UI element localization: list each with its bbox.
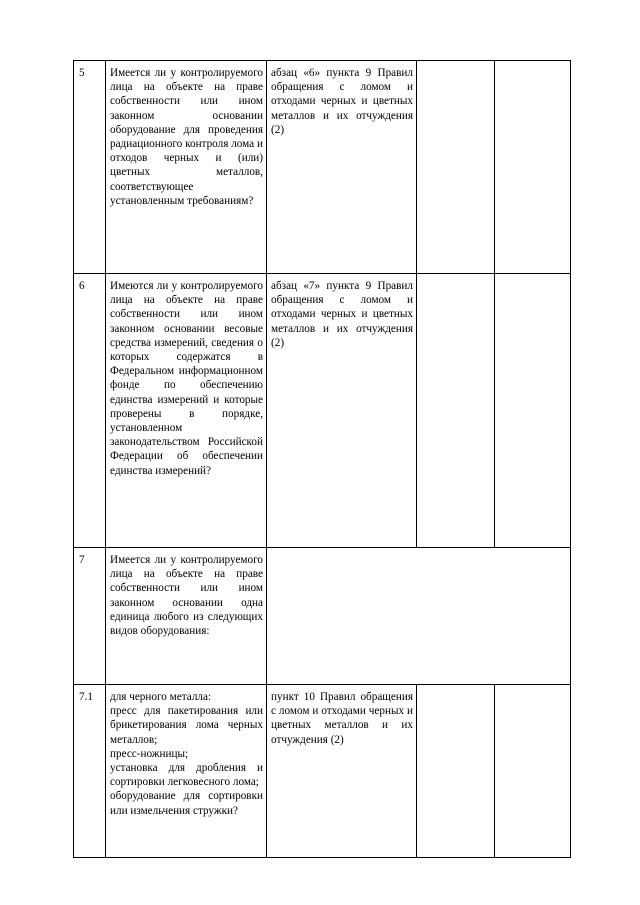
question-line: оборудование для сортировки или измельчения стружки?	[110, 790, 263, 817]
question-line: пресс для пакетирования или брикетирования лома черных металлов;	[110, 705, 263, 746]
table-row	[74, 61, 571, 274]
answer-cell[interactable]	[417, 61, 495, 274]
question-line: для черного металла:	[110, 691, 212, 703]
reference-cell: пункт 10 Правил обращения с ломом и отходами черных и цветных металлов и их отчуждения (2)	[267, 685, 417, 858]
answer-cell[interactable]	[417, 274, 495, 548]
question-line: установка для дробления и сортировки легковесного лома;	[110, 762, 263, 789]
question-cell: Имеется ли у контролируемого лица на объекте на праве собственности или ином законном основании одна единица любого из следующих видов оборудования:	[106, 548, 267, 685]
table-row	[74, 685, 571, 858]
merged-empty-cell	[267, 548, 571, 685]
question-cell: Имеются ли у контролируемого лица на объекте на праве собственности или ином законном основании весовые средства измерений, сведения о которых содержатся в Федеральном информационном фонде по обеспечению единства измерений и которые проверены в порядке, установленном законодательством Российской Федерации об обеспечении единства измерений?	[106, 274, 267, 548]
reference-cell: абзац «6» пункта 9 Правил обращения с ломом и отходами черных и цветных металлов и их отчуждения (2)	[267, 61, 417, 274]
answer-cell[interactable]	[417, 685, 495, 858]
table-row	[74, 548, 571, 685]
note-cell[interactable]	[495, 274, 571, 548]
question-line: пресс-ножницы;	[110, 747, 189, 760]
reference-cell: абзац «7» пункта 9 Правил обращения с ломом и отходами черных и цветных металлов и их отчуждения (2)	[267, 274, 417, 548]
table-row	[74, 274, 571, 548]
note-cell[interactable]	[495, 61, 571, 274]
question-cell	[106, 685, 267, 858]
note-cell[interactable]	[495, 685, 571, 858]
row-number: 7.1	[74, 685, 106, 858]
checklist-table	[73, 60, 571, 858]
question-cell: Имеется ли у контролируемого лица на объекте на праве собственности или ином законном основании оборудование для проведения радиационного контроля лома и отходов черных и (или) цветных металлов, соответствующее установленным требованиям?	[106, 61, 267, 274]
row-number: 7	[74, 548, 106, 685]
row-number: 6	[74, 274, 106, 548]
row-number: 5	[74, 61, 106, 274]
